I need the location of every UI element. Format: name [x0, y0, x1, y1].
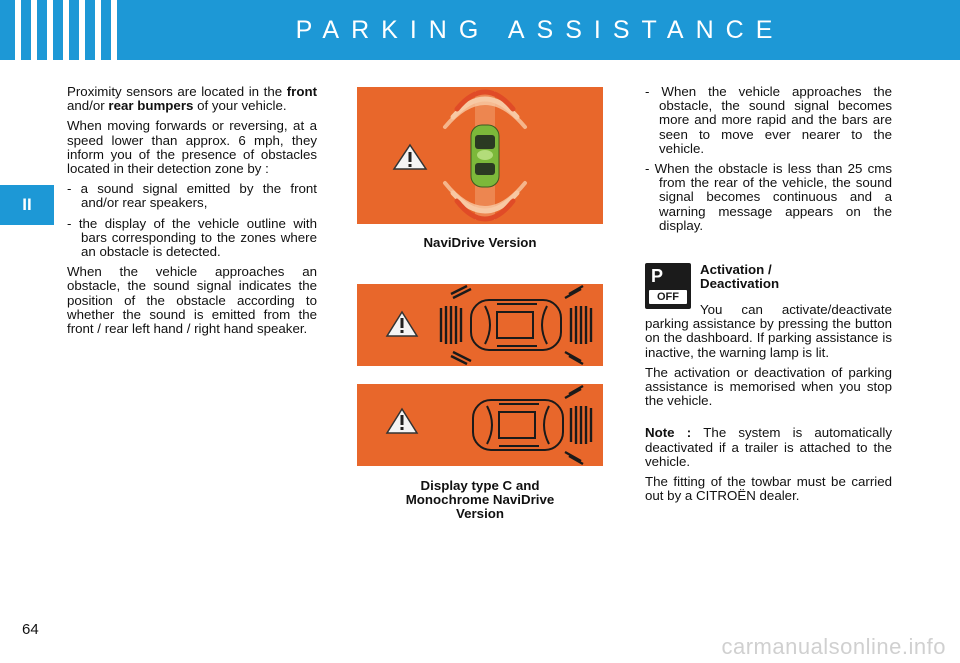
header-stripe — [47, 0, 53, 60]
list-item: - the display of the vehicle outline with bars corresponding to the zones where an obstacle is detected. — [67, 215, 317, 260]
display-type-c-image-front — [357, 284, 603, 366]
navidrive-caption: NaviDrive Version — [423, 235, 537, 250]
display-type-c-illustration — [357, 284, 603, 366]
list-item: - a sound signal emitted by the front and/or rear speakers, — [67, 181, 317, 211]
display-type-c-image-rear — [357, 384, 603, 466]
display-type-c-caption: Display type C and Monochrome NaviDrive Version — [405, 478, 555, 522]
speed-paragraph: When moving forwards or reversing, at a speed lower than approx. 6 mph, they inform you of the presence of obstacles located in their detection zone by : — [67, 118, 317, 177]
header-stripe — [31, 0, 37, 60]
header-stripe — [15, 0, 21, 60]
intro-paragraph: Proximity sensors are located in the front and/or rear bumpers of your vehicle. — [67, 84, 317, 114]
activation-heading: Activation / Deactivation — [700, 262, 780, 292]
list-item: - When the vehicle approaches the obstacle, the sound signal becomes more and more rapid and the bars are seen to move ever nearer to the vehicle. — [645, 84, 892, 156]
header-stripe — [111, 0, 117, 60]
left-column — [67, 85, 317, 342]
parking-assist-off-button-icon: P OFF — [645, 263, 691, 309]
list-item: - When the obstacle is less than 25 cms from the rear of the vehicle, the sound signal becomes continuous and a warning message appears on the display. — [645, 161, 892, 233]
header-stripe — [63, 0, 69, 60]
navidrive-display-image — [357, 87, 603, 224]
right-column-top — [645, 85, 892, 239]
chapter-tab[interactable]: II — [0, 185, 54, 225]
page-number: 64 — [22, 621, 39, 638]
watermark: carmanualsonline.info — [721, 634, 946, 659]
navidrive-display-illustration — [357, 87, 603, 224]
right-column-bottom — [645, 303, 892, 509]
note-paragraph: Note : The system is automatically deactivated if a trailer is attached to the vehicle. — [645, 425, 892, 469]
page-title: PARKING ASSISTANCE — [295, 16, 785, 44]
page-header — [0, 0, 960, 60]
header-stripe — [79, 0, 85, 60]
sound-paragraph: When the vehicle approaches an obstacle, the sound signal indicates the position of the obstacle according to whether the sound is emitted from the front / rear left hand / right hand speaker. — [67, 264, 317, 337]
display-type-c-illustration — [357, 384, 603, 466]
header-stripe — [95, 0, 101, 60]
car-top-view-icon — [471, 125, 499, 187]
towbar-paragraph: The fitting of the towbar must be carried out by a CITROËN dealer. — [645, 474, 892, 504]
memorised-paragraph: The activation or deactivation of parking assistance is memorised when you stop the vehicle. — [645, 364, 892, 409]
activation-paragraph: You can activate/deactivate parking assistance by pressing the button on the dashboard. If parking assistance is inactive, the warning lamp is lit. — [645, 302, 892, 360]
